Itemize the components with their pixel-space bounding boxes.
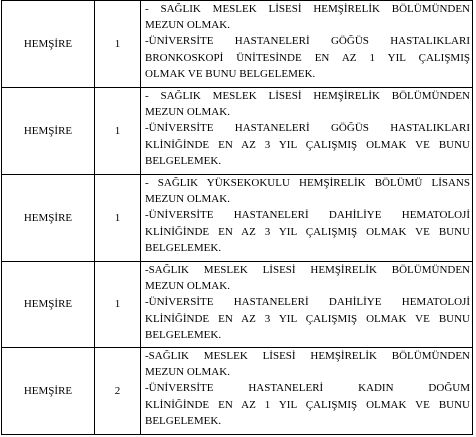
requirement-line: MEZUN OLMAK.: [145, 280, 230, 293]
requirement-line: BELGELEMEK.: [145, 328, 222, 341]
requirement-line: - SAĞLIK YÜKSEKOKULU HEMŞİRELİK BÖLÜMÜ LİSANS: [145, 177, 470, 189]
requirement-line: BELGELEMEK.: [145, 154, 222, 167]
requirement-line: - SAĞLIK MESLEK LİSESİ HEMŞİRELİK BÖLÜMÜNDEN: [145, 90, 470, 102]
table-row: [2, 175, 473, 262]
requirement-line: BELGELEMEK.: [145, 414, 222, 427]
requirements-table: [1, 0, 473, 435]
position-title: HEMŞİRE: [2, 262, 95, 348]
requirement-line: -ÜNİVERSİTE HASTANELERİ GÖĞÜS HASTALIKLARI: [145, 35, 470, 48]
position-count: 1: [95, 88, 141, 175]
position-count: 1: [95, 262, 141, 348]
requirement-line: KLİNİĞİNDE EN AZ 3 YIL ÇALIŞMIŞ OLMAK VE BUNU: [145, 225, 470, 238]
table-row: [2, 262, 473, 348]
requirement-line: -SAĞLIK MESLEK LİSESİ HEMŞİRELİK BÖLÜMÜNDEN: [145, 350, 470, 362]
requirement-line: MEZUN OLMAK.: [145, 106, 230, 119]
table-row: [2, 88, 473, 175]
requirement-line: -ÜNİVERSİTE HASTANELERİ KADIN DOĞUM: [145, 382, 470, 395]
requirement-line: KLİNİĞİNDE EN AZ 3 YIL ÇALIŞMIŞ OLMAK VE BUNU: [145, 138, 470, 151]
requirements-cell: [141, 348, 473, 435]
position-title: HEMŞİRE: [2, 1, 95, 88]
requirement-line: -ÜNİVERSİTE HASTANELERİ DAHİLİYE HEMATOLOJİ: [145, 296, 470, 309]
requirement-line: KLİNİĞİNDE EN AZ 3 YIL ÇALIŞMIŞ OLMAK VE BUNU: [145, 312, 470, 325]
position-count: 1: [95, 1, 141, 88]
requirement-line: -ÜNİVERSİTE HASTANELERİ GÖĞÜS HASTALIKLARI: [145, 122, 470, 135]
requirement-line: BELGELEMEK.: [145, 241, 222, 254]
table-row: [2, 348, 473, 435]
position-count: 1: [95, 175, 141, 262]
requirement-line: - SAĞLIK MESLEK LİSESİ HEMŞİRELİK BÖLÜMÜNDEN: [145, 3, 470, 15]
requirement-line: -SAĞLIK MESLEK LİSESİ HEMŞİRELİK BÖLÜMÜNDEN: [145, 264, 470, 276]
requirements-cell: [141, 262, 473, 348]
requirements-cell: [141, 175, 473, 262]
table-row: [2, 1, 473, 88]
position-title: HEMŞİRE: [2, 175, 95, 262]
requirement-line: MEZUN OLMAK.: [145, 19, 230, 32]
requirement-line: -ÜNİVERSİTE HASTANELERİ DAHİLİYE HEMATOLOJİ: [145, 209, 470, 222]
requirements-cell: [141, 1, 473, 88]
position-title: HEMŞİRE: [2, 88, 95, 175]
requirement-line: KLİNİĞİNDE EN AZ 1 YIL ÇALIŞMIŞ OLMAK VE BUNU: [145, 398, 470, 411]
position-count: 2: [95, 348, 141, 435]
requirement-line: OLMAK VE BUNU BELGELEMEK.: [145, 67, 316, 80]
requirement-line: BRONKOSKOPİ ÜNİTESİNDE EN AZ 1 YIL ÇALIŞMIŞ: [145, 51, 470, 64]
requirement-line: MEZUN OLMAK.: [145, 193, 230, 206]
requirements-cell: [141, 88, 473, 175]
position-title: HEMŞİRE: [2, 348, 95, 435]
requirement-line: MEZUN OLMAK.: [145, 366, 230, 379]
